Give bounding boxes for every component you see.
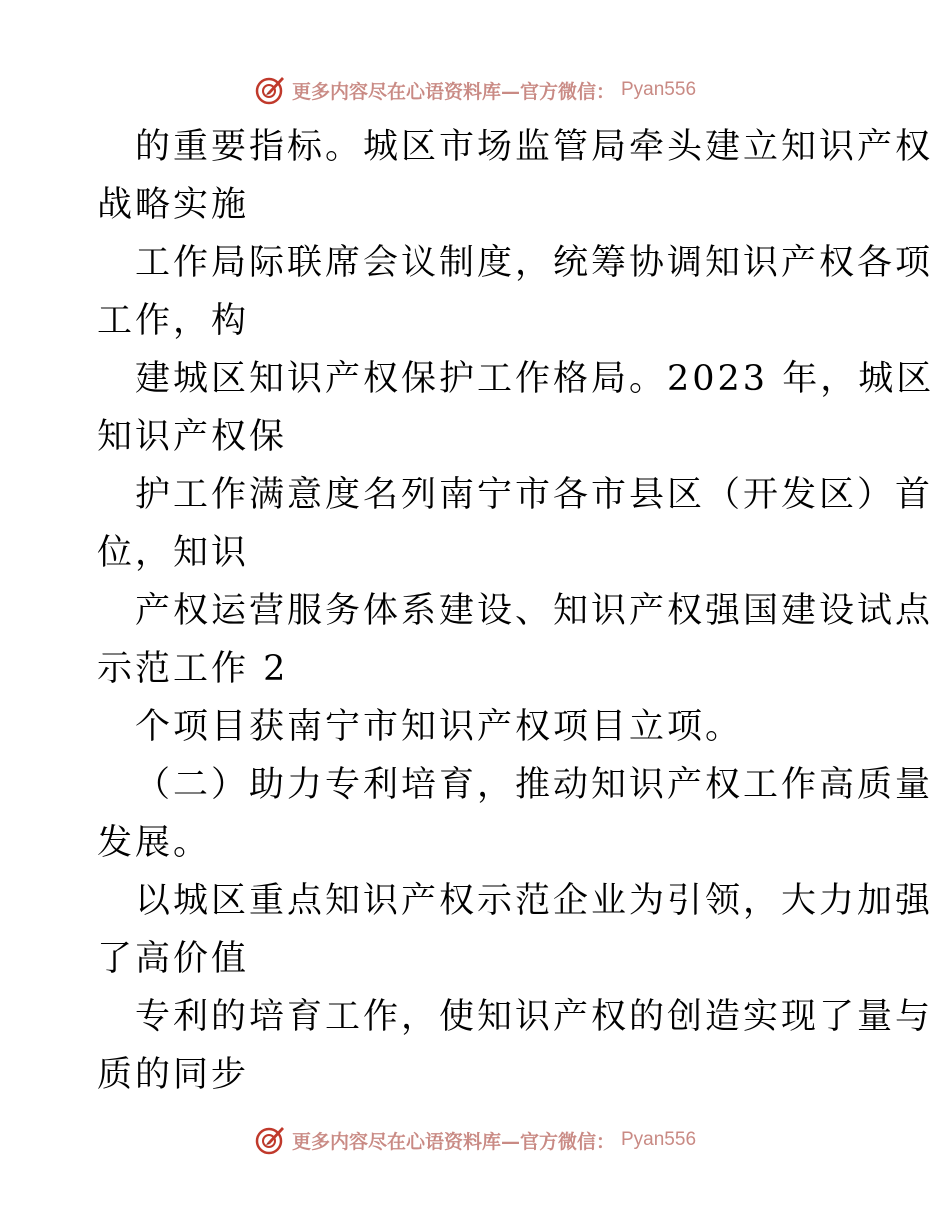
pen-logo-icon <box>254 74 286 106</box>
footer-brand-text: 更多内容尽在心语资料库—官方微信： <box>291 1130 615 1153</box>
text-line: 产权运营服务体系建设、知识产权强国建设试点 <box>135 591 934 631</box>
text-line: 的重要指标。城区市场监管局牵头建立知识产权 <box>135 127 934 167</box>
pen-logo-icon <box>254 1124 286 1156</box>
document-body <box>97 118 935 1104</box>
text-line: 工作局际联席会议制度，统筹协调知识产权各项 <box>135 243 934 283</box>
text-line: 示范工作 2 <box>97 649 289 689</box>
footer-brand-id: Pyan556 <box>621 1129 697 1150</box>
text-line: 质的同步 <box>97 1055 250 1095</box>
page-footer <box>0 1120 950 1160</box>
text-line: 战略实施 <box>97 185 250 225</box>
text-line: 护工作满意度名列南宁市各市县区（开发区）首 <box>135 475 934 515</box>
header-brand-id: Pyan556 <box>621 79 697 100</box>
text-line: 工作，构 <box>97 301 250 341</box>
text-line: 以城区重点知识产权示范企业为引领，大力加强 <box>135 881 934 921</box>
text-line: 位，知识 <box>97 533 250 573</box>
text-line: 发展。 <box>97 823 212 863</box>
text-line: （二）助力专利培育，推动知识产权工作高质量 <box>135 765 934 805</box>
header-brand-text: 更多内容尽在心语资料库—官方微信： <box>291 80 615 103</box>
page-header <box>0 70 950 110</box>
text-line: 建城区知识产权保护工作格局。2023 年，城区 <box>135 359 935 399</box>
footer-watermark <box>254 1124 696 1156</box>
text-line: 专利的培育工作，使知识产权的创造实现了量与 <box>135 997 934 1037</box>
text-line: 了高价值 <box>97 939 250 979</box>
text-line: 知识产权保 <box>97 417 288 457</box>
header-watermark <box>254 74 696 106</box>
text-line: 个项目获南宁市知识产权项目立项。 <box>135 707 744 747</box>
